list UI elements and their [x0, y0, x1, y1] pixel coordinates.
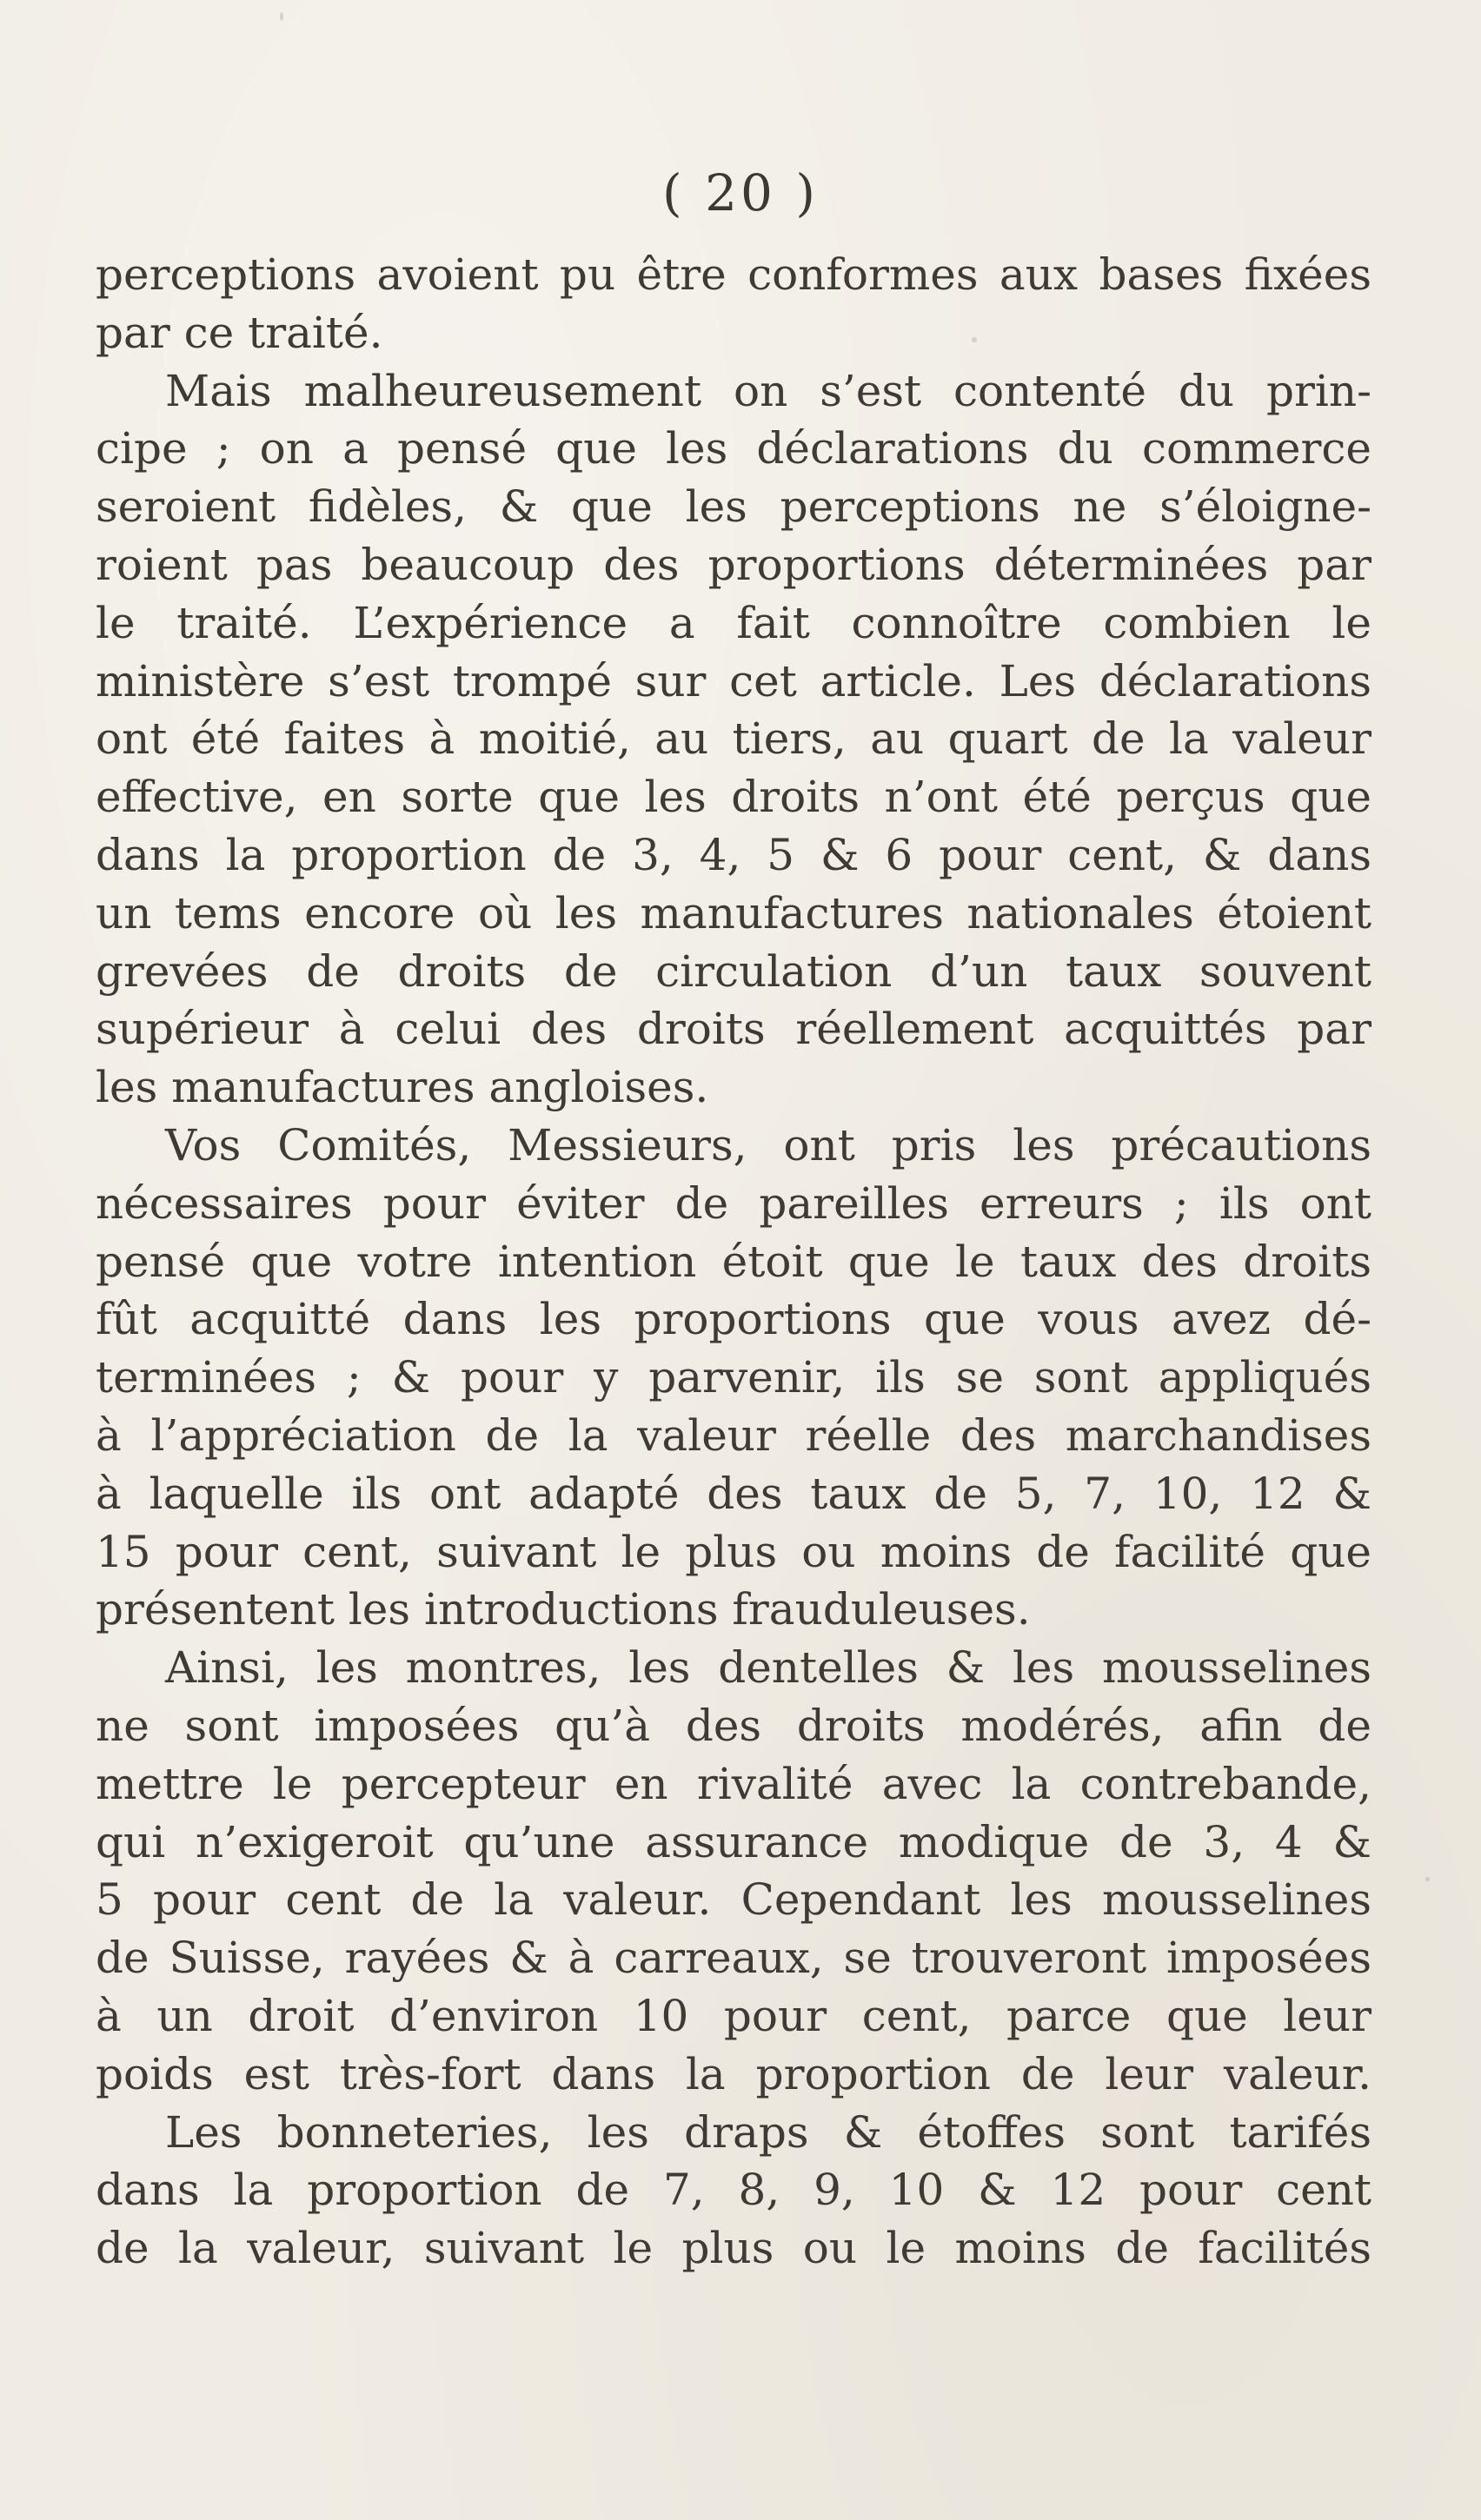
text-line: roient pas beaucoup des proportions déterminées par [96, 539, 1371, 590]
text-line: Vos Comités, Messieurs, ont pris les précautions [165, 1119, 1371, 1170]
paper-speck [1425, 1877, 1430, 1881]
text-line: pensé que votre intention étoit que le taux des droits [96, 1236, 1371, 1287]
text-line: ministère s’est trompé sur cet article. Les déclarations [96, 655, 1371, 706]
text-line: dans la proportion de 7, 8, 9, 10 & 12 pour cent [96, 2165, 1371, 2216]
page-number: ( 20 ) [662, 163, 819, 222]
text-line: 15 pour cent, suivant le plus ou moins de facilité que [96, 1526, 1371, 1577]
paper-speck [280, 12, 283, 21]
text-line: Les bonneteries, les draps & étoffes sont tarifés [165, 2106, 1371, 2158]
text-line: ne sont imposées qu’à des droits modérés, afin de [96, 1700, 1371, 1751]
text-line: ont été faites à moitié, au tiers, au quart de la valeur [96, 713, 1371, 765]
text-line: par ce traité. [96, 307, 383, 358]
text-line: les manufactures angloises. [96, 1062, 709, 1113]
text-line: de la valeur, suivant le plus ou le moins de facilités [96, 2223, 1371, 2274]
text-line: à laquelle ils ont adapté des taux de 5, 7, 10, 12 & [96, 1468, 1371, 1519]
body-text [96, 246, 1371, 2278]
text-line: effective, en sorte que les droits n’ont été perçus que [96, 772, 1371, 823]
text-line: Mais malheureusement on s’est contenté du prin- [165, 365, 1371, 416]
text-line: poids est très-fort dans la proportion de leur valeur. [96, 2048, 1371, 2099]
text-line: qui n’exigeroit qu’une assurance modique de 3, 4 & [96, 1816, 1371, 1867]
text-line: supérieur à celui des droits réellement acquittés par [96, 1004, 1371, 1055]
text-line: à un droit d’environ 10 pour cent, parce que leur [96, 1990, 1371, 2041]
text-line: cipe ; on a pensé que les déclarations du commerce [96, 423, 1371, 474]
text-line: 5 pour cent de la valeur. Cependant les mousselines [96, 1874, 1371, 1926]
text-line: à l’appréciation de la valeur réelle des marchandises [96, 1409, 1371, 1461]
text-line: perceptions avoient pu être conformes aux bases fixées [96, 249, 1371, 300]
text-line: le traité. L’expérience a fait connoître combien le [96, 597, 1371, 648]
text-line: un tems encore où les manufactures nationales étoient [96, 887, 1371, 938]
text-line: présentent les introductions frauduleuses. [96, 1584, 1031, 1635]
text-line: dans la proportion de 3, 4, 5 & 6 pour cent, & dans [96, 829, 1371, 880]
text-line: fût acquitté dans les proportions que vous avez dé- [96, 1294, 1371, 1345]
text-line: grevées de droits de circulation d’un taux souvent [96, 945, 1371, 997]
text-line: mettre le percepteur en rivalité avec la contrebande, [96, 1758, 1371, 1809]
text-line: nécessaires pour éviter de pareilles erreurs ; ils ont [96, 1177, 1371, 1229]
text-line: terminées ; & pour y parvenir, ils se sont appliqués [96, 1352, 1371, 1403]
text-line: seroient fidèles, & que les perceptions ne s’éloigne- [96, 481, 1371, 533]
text-line: de Suisse, rayées & à carreaux, se trouveront imposées [96, 1933, 1371, 1984]
text-line: Ainsi, les montres, les dentelles & les mousselines [165, 1642, 1371, 1694]
